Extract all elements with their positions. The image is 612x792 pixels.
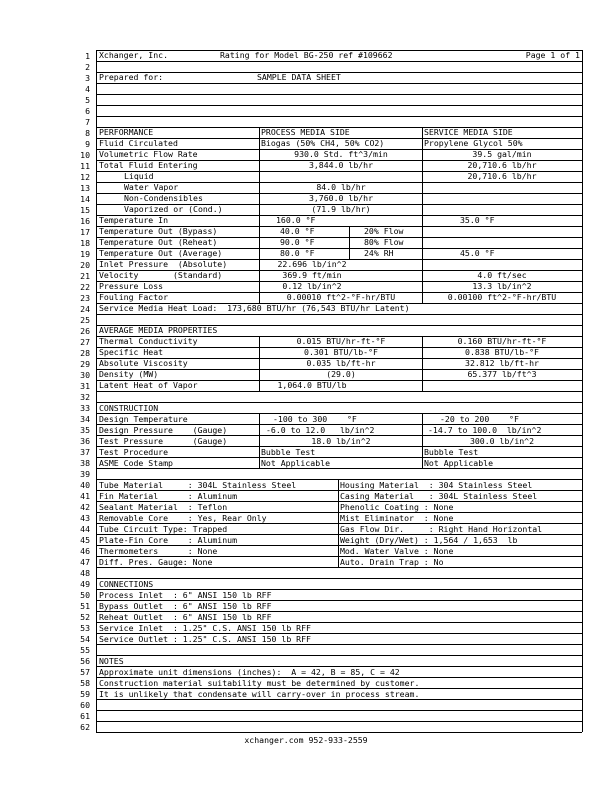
line-number: 54 xyxy=(80,634,90,644)
line-number: 21 xyxy=(80,271,90,281)
material-left-7: Thermometers : None xyxy=(99,546,218,556)
line-number: 22 xyxy=(80,282,90,292)
line-number: 29 xyxy=(80,359,90,369)
line-number: 32 xyxy=(80,392,90,402)
line-number: 50 xyxy=(80,590,90,600)
grid-rule xyxy=(96,699,582,700)
connection-item: Process Inlet : 6" ANSI 150 lb RFF xyxy=(99,590,272,600)
liquid-label: Liquid xyxy=(124,171,154,181)
material-right-5: Gas Flow Dir. : Right Hand Horizontal xyxy=(340,524,543,534)
line-number: 12 xyxy=(80,172,90,182)
grid-rule xyxy=(96,666,582,667)
grid-rule xyxy=(96,545,582,546)
grid-rule xyxy=(96,721,582,722)
grid-rule xyxy=(96,237,582,238)
vfr-service: 39.5 gal/min xyxy=(472,149,532,159)
fouling-service: 0.00100 ft^2-°F-hr/BTU xyxy=(447,292,557,302)
tp-service: 300.0 lb/in^2 xyxy=(469,436,535,446)
grid-rule xyxy=(96,534,582,535)
grid-rule xyxy=(96,171,582,172)
grid-rule xyxy=(422,127,423,303)
note-item: It is unlikely that condensate will carry-over in process stream. xyxy=(99,689,420,699)
tavg-rh: 24% RH xyxy=(364,248,394,258)
line-number: 23 xyxy=(80,293,90,303)
liquid-service: 20,710.6 lb/hr xyxy=(467,171,537,181)
grid-rule xyxy=(96,336,582,337)
vapor-label: Water Vapor xyxy=(124,182,179,192)
line-number: 5 xyxy=(85,95,90,105)
fluid-process: Biogas (50% CH4, 50% CO2) xyxy=(261,138,385,148)
line-number: 61 xyxy=(80,711,90,721)
grid-rule xyxy=(96,127,582,128)
ploss-service: 13.3 lb/in^2 xyxy=(472,281,532,291)
lhv-process: 1,064.0 BTU/lb xyxy=(277,380,347,390)
line-number: 52 xyxy=(80,612,90,622)
grid-rule xyxy=(96,105,582,106)
grid-rule xyxy=(96,413,582,414)
grid-rule xyxy=(96,446,582,447)
line-number: 7 xyxy=(85,117,90,127)
rating-title: Rating for Model BG-250 ref #109662 xyxy=(220,50,393,60)
line-number: 13 xyxy=(80,183,90,193)
asme-service: Not Applicable xyxy=(424,458,494,468)
line-number: 38 xyxy=(80,458,90,468)
material-left-2: Fin Material : Aluminum xyxy=(99,491,238,501)
page-number: Page 1 of 1 xyxy=(525,50,580,60)
tin-label: Temperature In xyxy=(99,215,169,225)
ploss-label: Pressure Loss xyxy=(99,281,164,291)
grid-rule xyxy=(96,314,582,315)
treheat-flow: 80% Flow xyxy=(364,237,404,247)
tproc-label: Test Procedure xyxy=(99,447,169,457)
line-number: 20 xyxy=(80,260,90,270)
grid-rule xyxy=(96,226,582,227)
material-right-6: Weight (Dry/Wet) : 1,564 / 1,653 lb xyxy=(340,535,518,545)
line-number: 58 xyxy=(80,678,90,688)
asme-process: Not Applicable xyxy=(261,458,331,468)
dt-label: Design Temperature xyxy=(99,414,188,424)
total-label: Total Fluid Entering xyxy=(99,160,198,170)
grid-rule xyxy=(96,732,582,733)
sh-service: 0.838 BTU/lb-°F xyxy=(465,347,539,357)
grid-rule xyxy=(96,116,582,117)
grid-rule xyxy=(96,611,582,612)
av-label: Absolute Viscosity xyxy=(99,358,188,368)
grid-rule xyxy=(96,567,582,568)
ploss-process: 0.12 lb/in^2 xyxy=(282,281,342,291)
line-number: 55 xyxy=(80,645,90,655)
note-item: Approximate unit dimensions (inches): A = 42, B = 85, C = 42 xyxy=(99,667,400,677)
grid-rule xyxy=(582,50,583,732)
noncond-label: Non-Condensibles xyxy=(124,193,203,203)
material-right-1: Housing Material : 304 Stainless Steel xyxy=(340,480,533,490)
tbypass-label: Temperature Out (Bypass) xyxy=(99,226,218,236)
prepared-label: Prepared for: xyxy=(99,72,164,82)
material-left-5: Tube Circuit Type: Trapped xyxy=(99,524,228,534)
line-number: 40 xyxy=(80,480,90,490)
line-number: 62 xyxy=(80,722,90,732)
line-number: 4 xyxy=(85,84,90,94)
line-number: 43 xyxy=(80,513,90,523)
grid-rule xyxy=(96,358,582,359)
av-service: 32.812 lb/ft-hr xyxy=(465,358,539,368)
dp-process: -6.0 to 12.0 lb/in^2 xyxy=(266,425,375,435)
tp-process: 18.0 lb/in^2 xyxy=(311,436,371,446)
line-number: 36 xyxy=(80,436,90,446)
grid-rule xyxy=(422,413,423,468)
pin-process: 22.696 lb/in^2 xyxy=(277,259,347,269)
dt-process: -100 to 300 °F xyxy=(273,414,357,424)
material-right-7: Mod. Water Valve : None xyxy=(340,546,454,556)
properties-heading: AVERAGE MEDIA PROPERTIES xyxy=(99,325,218,335)
connection-item: Reheat Outlet : 6" ANSI 150 lb RFF xyxy=(99,612,272,622)
company-name: Xchanger, Inc. xyxy=(99,50,169,60)
treheat-process: 90.0 °F xyxy=(280,237,315,247)
tin-process: 160.0 °F xyxy=(276,215,316,225)
connection-item: Service Outlet : 1.25" C.S. ANSI 150 lb RFF xyxy=(99,634,311,644)
line-number: 16 xyxy=(80,216,90,226)
performance-heading: PERFORMANCE xyxy=(99,127,154,137)
grid-rule xyxy=(96,259,582,260)
line-number: 44 xyxy=(80,524,90,534)
grid-rule xyxy=(96,50,582,51)
asme-label: ASME Code Stamp xyxy=(99,458,173,468)
grid-rule xyxy=(96,512,582,513)
total-process: 3,844.0 lb/hr xyxy=(308,160,374,170)
treheat-label: Temperature Out (Reheat) xyxy=(99,237,218,247)
grid-rule xyxy=(259,127,260,303)
grid-rule xyxy=(96,325,582,326)
grid-rule xyxy=(96,215,582,216)
sh-process: 0.301 BTU/lb-°F xyxy=(304,347,378,357)
grid-rule xyxy=(96,270,582,271)
line-number: 1 xyxy=(85,51,90,61)
grid-rule xyxy=(96,501,582,502)
line-number: 18 xyxy=(80,238,90,248)
line-number: 46 xyxy=(80,546,90,556)
grid-rule xyxy=(96,149,582,150)
fouling-label: Fouling Factor xyxy=(99,292,169,302)
line-number: 11 xyxy=(80,161,90,171)
line-number: 34 xyxy=(80,414,90,424)
line-number: 59 xyxy=(80,689,90,699)
fluid-service: Propylene Glycol 50% xyxy=(424,138,523,148)
vaporized-process: (71.9 lb/hr) xyxy=(311,204,371,214)
grid-rule xyxy=(96,193,582,194)
tproc-process: Bubble Test xyxy=(261,447,316,457)
material-left-4: Removable Core : Yes, Rear Only xyxy=(99,513,267,523)
service-side-heading: SERVICE MEDIA SIDE xyxy=(424,127,513,137)
material-left-3: Sealant Material : Teflon xyxy=(99,502,228,512)
density-process: (29.0) xyxy=(326,369,356,379)
line-number: 42 xyxy=(80,502,90,512)
tbypass-process: 40.0 °F xyxy=(280,226,315,236)
velocity-label: Velocity (Standard) xyxy=(99,270,223,280)
grid-rule xyxy=(96,479,582,480)
line-number: 33 xyxy=(80,403,90,413)
av-process: 0.035 lb/ft-hr xyxy=(306,358,376,368)
velocity-process: 369.9 ft/min xyxy=(282,270,342,280)
heat-load: Service Media Heat Load: 173,680 BTU/hr (76,543 BTU/hr Latent) xyxy=(99,303,410,313)
grid-rule xyxy=(96,490,582,491)
grid-rule xyxy=(96,457,582,458)
line-number: 25 xyxy=(80,315,90,325)
material-left-1: Tube Material : 304L Stainless Steel xyxy=(99,480,297,490)
line-number: 9 xyxy=(85,139,90,149)
density-service: 65.377 lb/ft^3 xyxy=(467,369,537,379)
grid-rule xyxy=(96,160,582,161)
grid-rule xyxy=(349,226,350,259)
tc-label: Thermal Conductivity xyxy=(99,336,198,346)
grid-rule xyxy=(96,204,582,205)
tp-label: Test Pressure (Gauge) xyxy=(99,436,228,446)
connection-item: Service Inlet : 1.25" C.S. ANSI 150 lb RFF xyxy=(99,623,311,633)
line-number: 28 xyxy=(80,348,90,358)
tavg-label: Temperature Out (Average) xyxy=(99,248,223,258)
noncond-process: 3,760.0 lb/hr xyxy=(308,193,374,203)
line-number: 27 xyxy=(80,337,90,347)
line-number: 37 xyxy=(80,447,90,457)
line-number: 35 xyxy=(80,425,90,435)
line-number: 51 xyxy=(80,601,90,611)
grid-rule xyxy=(96,369,582,370)
line-number: 31 xyxy=(80,381,90,391)
vfr-process: 930.0 Std. ft^3/min xyxy=(294,149,388,159)
grid-rule xyxy=(96,633,582,634)
footer-contact: xchanger.com 952-933-2559 xyxy=(244,735,368,745)
grid-rule xyxy=(96,468,582,469)
grid-rule xyxy=(96,622,582,623)
grid-rule xyxy=(96,50,97,732)
line-number: 47 xyxy=(80,557,90,567)
grid-rule xyxy=(96,347,582,348)
line-number: 57 xyxy=(80,667,90,677)
line-number: 39 xyxy=(80,469,90,479)
material-right-2: Casing Material : 304L Stainless Steel xyxy=(340,491,538,501)
line-number: 3 xyxy=(85,73,90,83)
line-number: 26 xyxy=(80,326,90,336)
line-number: 17 xyxy=(80,227,90,237)
material-right-8: Auto. Drain Trap : No xyxy=(340,557,444,567)
material-right-3: Phenolic Coating : None xyxy=(340,502,454,512)
grid-rule xyxy=(422,336,423,391)
connections-heading: CONNECTIONS xyxy=(99,579,154,589)
grid-rule xyxy=(96,556,582,557)
process-side-heading: PROCESS MEDIA SIDE xyxy=(261,127,350,137)
tproc-service: Bubble Test xyxy=(424,447,479,457)
material-right-4: Mist Eliminator : None xyxy=(340,513,454,523)
lhv-label: Latent Heat of Vapor xyxy=(99,380,198,390)
line-number: 41 xyxy=(80,491,90,501)
grid-rule xyxy=(96,677,582,678)
density-label: Density (MW) xyxy=(99,369,159,379)
total-service: 20,710.6 lb/hr xyxy=(467,160,537,170)
tc-service: 0.160 BTU/hr-ft-°F xyxy=(457,336,547,346)
tbypass-flow: 20% Flow xyxy=(364,226,404,236)
grid-rule xyxy=(96,380,582,381)
dp-service: -14.7 to 100.0 lb/in^2 xyxy=(428,425,542,435)
line-number: 10 xyxy=(80,150,90,160)
line-number: 24 xyxy=(80,304,90,314)
line-number: 14 xyxy=(80,194,90,204)
grid-rule xyxy=(96,589,582,590)
grid-rule xyxy=(96,182,582,183)
grid-rule xyxy=(96,688,582,689)
tavg-service: 45.0 °F xyxy=(460,248,495,258)
grid-rule xyxy=(338,479,339,567)
grid-rule xyxy=(96,94,582,95)
grid-rule xyxy=(96,710,582,711)
grid-rule xyxy=(96,61,582,62)
tin-service: 35.0 °F xyxy=(460,215,495,225)
line-number: 48 xyxy=(80,568,90,578)
line-number: 53 xyxy=(80,623,90,633)
fluid-label: Fluid Circulated xyxy=(99,138,178,148)
dt-service: -20 to 200 °F xyxy=(440,414,519,424)
prepared-value: SAMPLE DATA SHEET xyxy=(257,72,341,82)
grid-rule xyxy=(259,413,260,468)
material-left-6: Plate-Fin Core : Aluminum xyxy=(99,535,238,545)
grid-rule xyxy=(96,281,582,282)
construction-heading: CONSTRUCTION xyxy=(99,403,159,413)
line-number: 60 xyxy=(80,700,90,710)
tc-process: 0.015 BTU/hr-ft-°F xyxy=(296,336,386,346)
connection-item: Bypass Outlet : 6" ANSI 150 lb RFF xyxy=(99,601,272,611)
grid-rule xyxy=(96,600,582,601)
grid-rule xyxy=(96,138,582,139)
pin-label: Inlet Pressure (Absolute) xyxy=(99,259,228,269)
grid-rule xyxy=(259,336,260,391)
line-number: 19 xyxy=(80,249,90,259)
fouling-process: 0.00010 ft^2-°F-hr/BTU xyxy=(286,292,396,302)
velocity-service: 4.0 ft/sec xyxy=(477,270,527,280)
grid-rule xyxy=(96,292,582,293)
note-item: Construction material suitability must be determined by customer. xyxy=(99,678,420,688)
grid-rule xyxy=(96,391,582,392)
grid-rule xyxy=(96,83,582,84)
line-number: 49 xyxy=(80,579,90,589)
grid-rule xyxy=(96,578,582,579)
grid-rule xyxy=(96,303,582,304)
sh-label: Specific Heat xyxy=(99,347,164,357)
grid-rule xyxy=(96,72,582,73)
line-number: 8 xyxy=(85,128,90,138)
tavg-process: 80.0 °F xyxy=(280,248,315,258)
grid-rule xyxy=(96,402,582,403)
grid-rule xyxy=(96,523,582,524)
line-number: 45 xyxy=(80,535,90,545)
grid-rule xyxy=(96,644,582,645)
grid-rule xyxy=(96,655,582,656)
line-number: 2 xyxy=(85,62,90,72)
vfr-label: Volumetric Flow Rate xyxy=(99,149,198,159)
vapor-process: 84.0 lb/hr xyxy=(316,182,366,192)
line-number: 30 xyxy=(80,370,90,380)
dp-label: Design Pressure (Gauge) xyxy=(99,425,228,435)
grid-rule xyxy=(96,248,582,249)
line-number: 15 xyxy=(80,205,90,215)
grid-rule xyxy=(96,435,582,436)
line-number: 56 xyxy=(80,656,90,666)
notes-heading: NOTES xyxy=(99,656,124,666)
line-number: 6 xyxy=(85,106,90,116)
vaporized-label: Vaporized or (Cond.) xyxy=(124,204,223,214)
material-left-8: Diff. Pres. Gauge: None xyxy=(99,557,213,567)
grid-rule xyxy=(96,424,582,425)
